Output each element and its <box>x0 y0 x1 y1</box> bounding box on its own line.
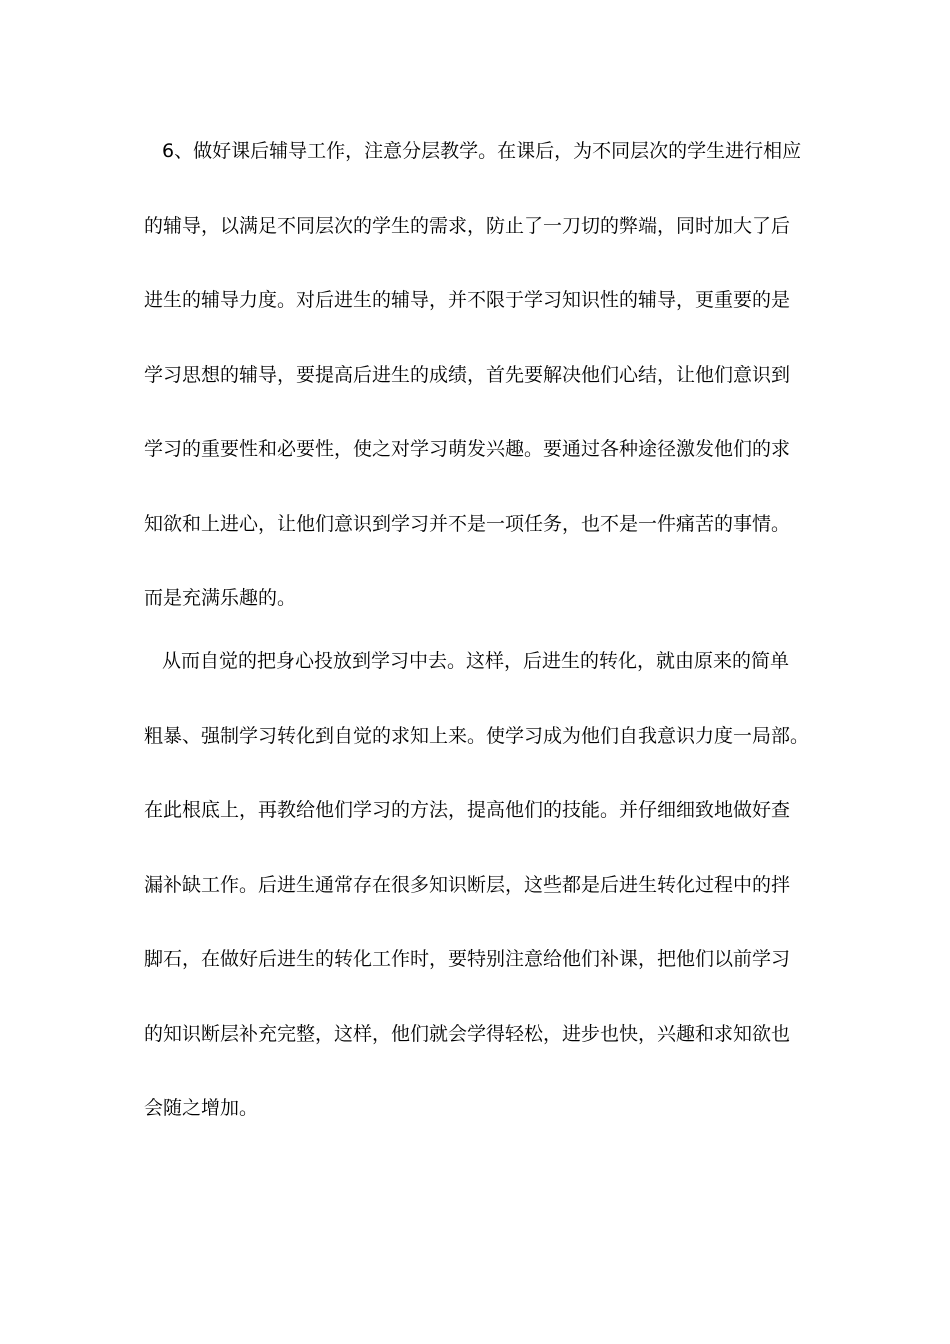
text-line: 粗暴、强制学习转化到自觉的求知上来。使学习成为他们自我意识力度一局部。 <box>144 725 810 747</box>
text-line: 而是充满乐趣的。 <box>144 587 297 609</box>
text-line: 会随之增加。 <box>144 1097 259 1119</box>
text-line: 在此根底上，再教给他们学习的方法，提高他们的技能。并仔细细致地做好查 <box>144 799 791 821</box>
text-line: 学习的重要性和必要性，使之对学习萌发兴趣。要通过各种途径激发他们的求 <box>144 438 791 460</box>
text-line: 6、做好课后辅导工作，注意分层教学。在课后，为不同层次的学生进行相应 <box>162 140 802 162</box>
text-line: 从而自觉的把身心投放到学习中去。这样，后进生的转化，就由原来的简单 <box>162 650 790 672</box>
text-line: 的知识断层补充完整，这样，他们就会学得轻松，进步也快，兴趣和求知欲也 <box>144 1023 791 1045</box>
text-line: 学习思想的辅导，要提高后进生的成绩，首先要解决他们心结，让他们意识到 <box>144 364 791 386</box>
text-line: 漏补缺工作。后进生通常存在很多知识断层，这些都是后进生转化过程中的拌 <box>144 874 791 896</box>
text-line: 脚石，在做好后进生的转化工作时，要特别注意给他们补课，把他们以前学习 <box>144 948 791 970</box>
text-line: 进生的辅导力度。对后进生的辅导，并不限于学习知识性的辅导，更重要的是 <box>144 289 791 311</box>
text-line: 的辅导，以满足不同层次的学生的需求，防止了一刀切的弊端，同时加大了后 <box>144 215 791 237</box>
text-line: 知欲和上进心，让他们意识到学习并不是一项任务，也不是一件痛苦的事情。 <box>144 513 791 535</box>
